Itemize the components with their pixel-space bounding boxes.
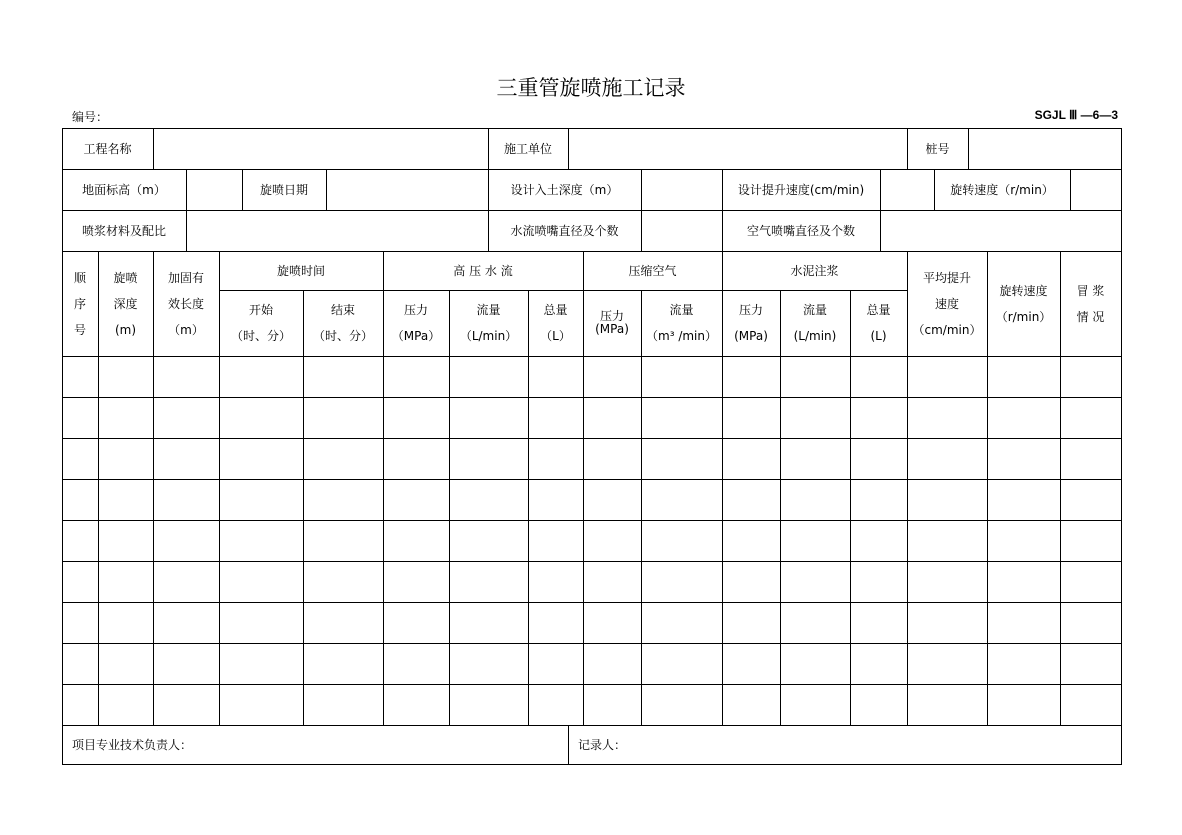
header-cement-flow: 流量 (L/min) [793,303,837,343]
grid-line [186,210,187,251]
label-pile-no: 桩号 [925,141,950,156]
grid-line [968,128,969,169]
grid-line [568,128,569,169]
header-rotation-speed: 旋转速度 （r/min） [995,283,1052,324]
header-hp-total: 总量 （L） [540,303,571,343]
label-design-lift-speed: 设计提升速度(cm/min) [737,182,865,197]
header-cement-pressure: 压力 (MPa) [734,303,768,343]
header-air-pressure: 压力 (MPa) [595,309,629,336]
header-effective-length: 加固有 效长度 （m） [167,270,204,337]
footer-recorder: 记录人： [578,737,627,752]
header-start: 开始 （时、分） [230,303,291,343]
label-design-depth: 设计入土深度（m） [510,182,619,197]
footer-tech-lead: 项目专业技术负责人： [72,737,193,752]
grid-line [1121,128,1122,765]
grid-line [62,764,1122,765]
label-ground-elevation: 地面标高（m） [82,182,166,197]
grid-line [62,438,1122,439]
grid-line [326,169,327,210]
header-jet-depth: 旋喷 深度 (m) [113,270,138,337]
grid-line [62,684,1122,685]
grid-line [880,210,881,251]
grid-line [1070,169,1071,210]
grid-line [641,169,642,210]
grid-line [62,643,1122,644]
header-jet-time: 旋喷时间 [276,263,325,278]
page-title: 三重管旋喷施工记录 [496,76,686,100]
header-avg-lift-speed: 平均提升 速度 （cm/min） [912,270,982,337]
header-air: 压缩空气 [628,263,677,278]
grid-line [153,128,154,169]
label-construction-unit: 施工单位 [503,141,552,156]
code-label: 编号： [72,110,109,124]
grid-line [62,397,1122,398]
label-project-name: 工程名称 [83,141,132,156]
label-grout-material: 喷浆材料及配比 [81,223,166,238]
header-overflow: 冒 浆 情 况 [1076,283,1105,324]
header-hp-pressure: 压力 （MPa） [391,303,441,343]
header-hp-water: 高 压 水 流 [453,263,513,278]
header-hp-flow: 流量 （L/min） [459,303,518,343]
label-jet-date: 旋喷日期 [259,182,308,197]
header-air-flow: 流量 （m³ /min） [646,303,717,343]
grid-line [62,602,1122,603]
grid-line [641,210,642,251]
grid-line [186,169,187,210]
grid-line [62,356,1122,357]
header-cement: 水泥注浆 [790,263,839,278]
label-air-nozzle: 空气喷嘴直径及个数 [746,223,855,238]
grid-line [880,169,881,210]
header-seq: 顺 序 号 [73,270,86,337]
label-rotation-speed: 旋转速度（r/min） [950,182,1054,197]
grid-line [62,520,1122,521]
grid-line [62,561,1122,562]
grid-line [62,479,1122,480]
header-end: 结束 （时、分） [312,303,373,343]
form-code: SGJL Ⅲ —6—3 [1034,108,1118,122]
label-water-nozzle: 水流喷嘴直径及个数 [510,223,619,238]
header-cement-total: 总量 (L) [866,303,891,343]
